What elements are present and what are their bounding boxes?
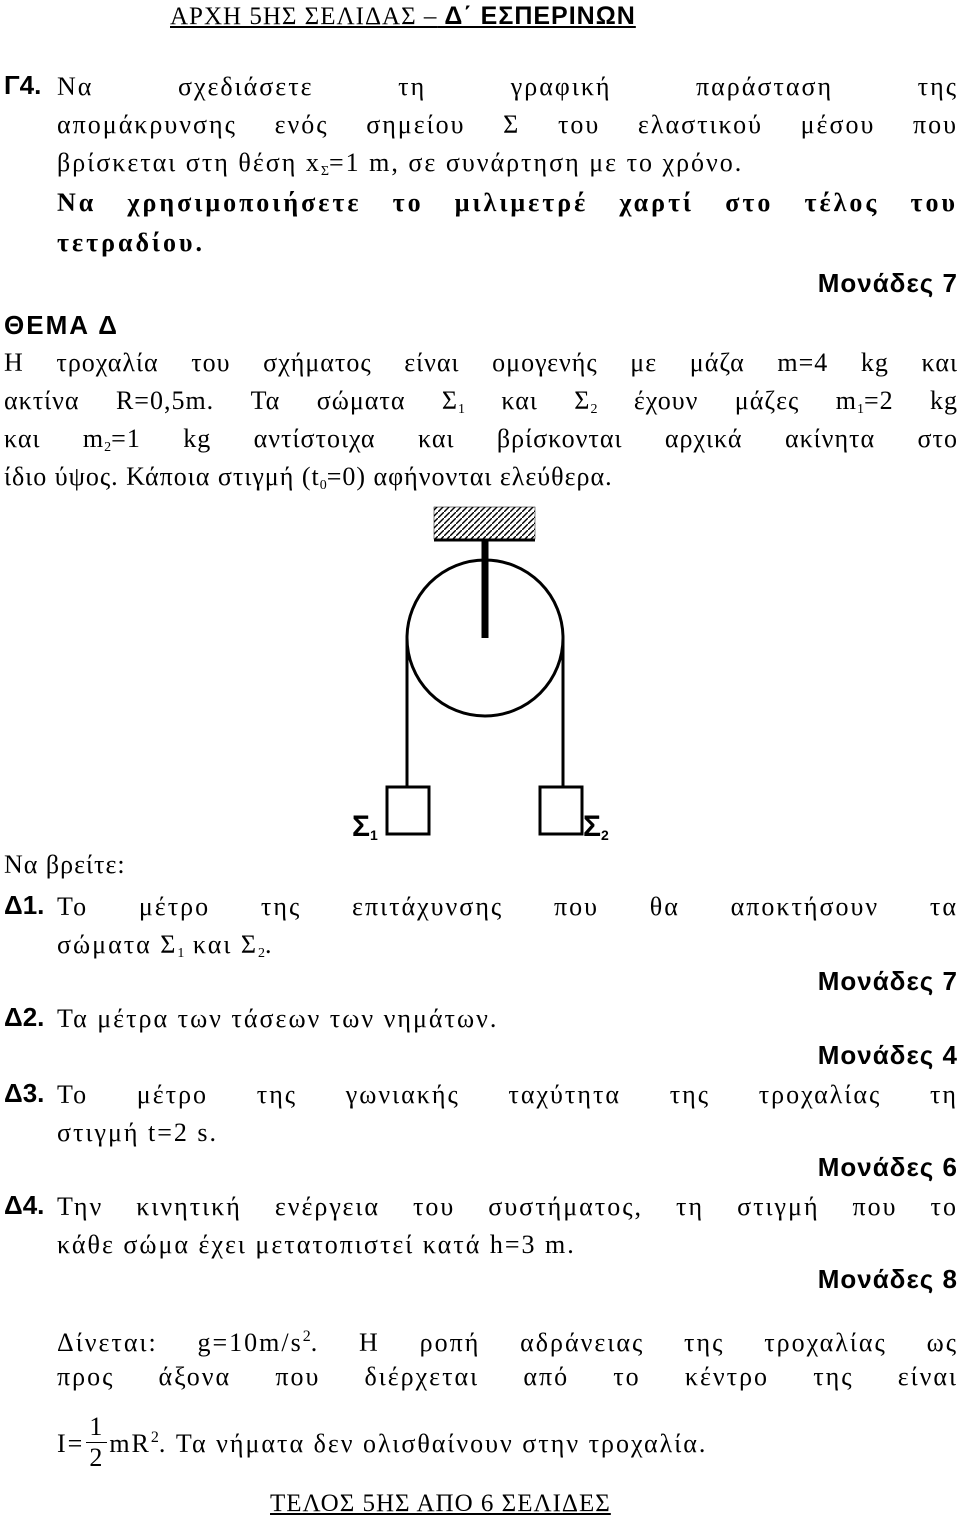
g4-points: Μονάδες 7 — [817, 268, 958, 298]
given-line-1: Δίνεται: $g=10m/s^2$. Η ροπή αδράνειας της τροχαλίας ως — [57, 1328, 958, 1357]
page-header-text: ΑΡΧΗ 5ΗΣ ΣΕΛΙΔΑΣ – — [170, 3, 438, 30]
page-footer: ΤΕΛΟΣ 5ΗΣ ΑΠΟ 6 ΣΕΛΙΔΕΣ — [270, 1490, 611, 1517]
d4-points: Μονάδες 8 — [817, 1264, 958, 1294]
mass-label-1: $\Sigma_1$ — [352, 810, 378, 843]
d1-points: Μονάδες 7 — [817, 966, 958, 996]
d4-line-2: κάθε σώμα έχει μετατοπιστεί κατά h=3 m. — [57, 1230, 576, 1259]
page-header — [170, 2, 636, 31]
given-line-2: προς άξονα που διέρχεται από το κέντρο της είναι — [57, 1362, 958, 1391]
d4-line-1: Την κινητική ενέργεια του συστήματος, τη στιγμή που το — [57, 1192, 958, 1221]
pulley-figure — [0, 500, 960, 860]
d1-line-2: σώματα $\Sigma_1$ και $\Sigma_2$. — [57, 930, 274, 961]
d2-number: Δ2. — [4, 1002, 45, 1032]
d2-line-1: Τα μέτρα των τάσεων των νημάτων. — [57, 1004, 499, 1033]
given-line-3: I= $\frac{1}{2}$ $mR^2$. Τα νήματα δεν ολισθαίνουν στην τροχαλία. — [57, 1411, 708, 1472]
d2-points: Μονάδες 4 — [817, 1040, 958, 1070]
g4-line-3: βρίσκεται στη θέση $x_\Sigma=1$ m, σε συνάρτηση με το χρόνο. — [57, 148, 744, 179]
g4-instruction-line-1: Να χρησιμοποιήσετε το μιλιμετρέ χαρτί στο τέλος του — [57, 188, 958, 217]
mass-block-2 — [540, 787, 582, 834]
d3-number: Δ3. — [4, 1078, 45, 1108]
g4-line-2: απομάκρυνσης ενός σημείου Σ του ελαστικού μέσου που — [57, 110, 958, 139]
d1-line-1: Το μέτρο της επιτάχυνσης που θα αποκτήσουν τα — [57, 892, 958, 921]
mass-block-1 — [387, 787, 429, 834]
d3-line-1: Το μέτρο της γωνιακής ταχύτητα της τροχαλίας τη — [57, 1080, 958, 1109]
theme-line-3: και $m_2=1$ kg αντίστοιχα και βρίσκονται αρχικά ακίνητα στο — [4, 424, 958, 455]
d4-number: Δ4. — [4, 1190, 45, 1220]
d3-line-2: στιγμή t=2 s. — [57, 1118, 218, 1147]
theme-line-2: ακτίνα R=0,5m. Τα σώματα $\Sigma_1$ και $\Sigma_2$ έχουν μάζες $m_1=2$ kg — [4, 386, 959, 417]
find-heading: Να βρείτε: — [4, 850, 126, 879]
ceiling-hatch — [434, 507, 535, 539]
d1-number: Δ1. — [4, 890, 45, 920]
g4-instruction-line-2: τετραδίου. — [57, 228, 206, 257]
d3-points: Μονάδες 6 — [817, 1152, 958, 1182]
mass-label-2: $\Sigma_2$ — [583, 810, 609, 843]
theme-line-1: Η τροχαλία του σχήματος είναι ομογενής με μάζα m=4 kg και — [4, 348, 958, 377]
g4-number: Γ4. — [4, 70, 42, 100]
theme-line-4: ίδιο ύψος. Κάποια στιγμή $(t_0=0)$ αφήνονται ελεύθερα. — [4, 462, 613, 493]
g4-line-1: Να σχεδιάσετε τη γραφική παράσταση της — [57, 72, 958, 101]
fraction-one-half: $\frac{1}{2}$ — [86, 1412, 107, 1473]
theme-title: ΘΕΜΑ Δ — [4, 310, 119, 340]
page-header-bold: Δ΄ ΕΣΠΕΡΙΝΩΝ — [437, 2, 636, 30]
